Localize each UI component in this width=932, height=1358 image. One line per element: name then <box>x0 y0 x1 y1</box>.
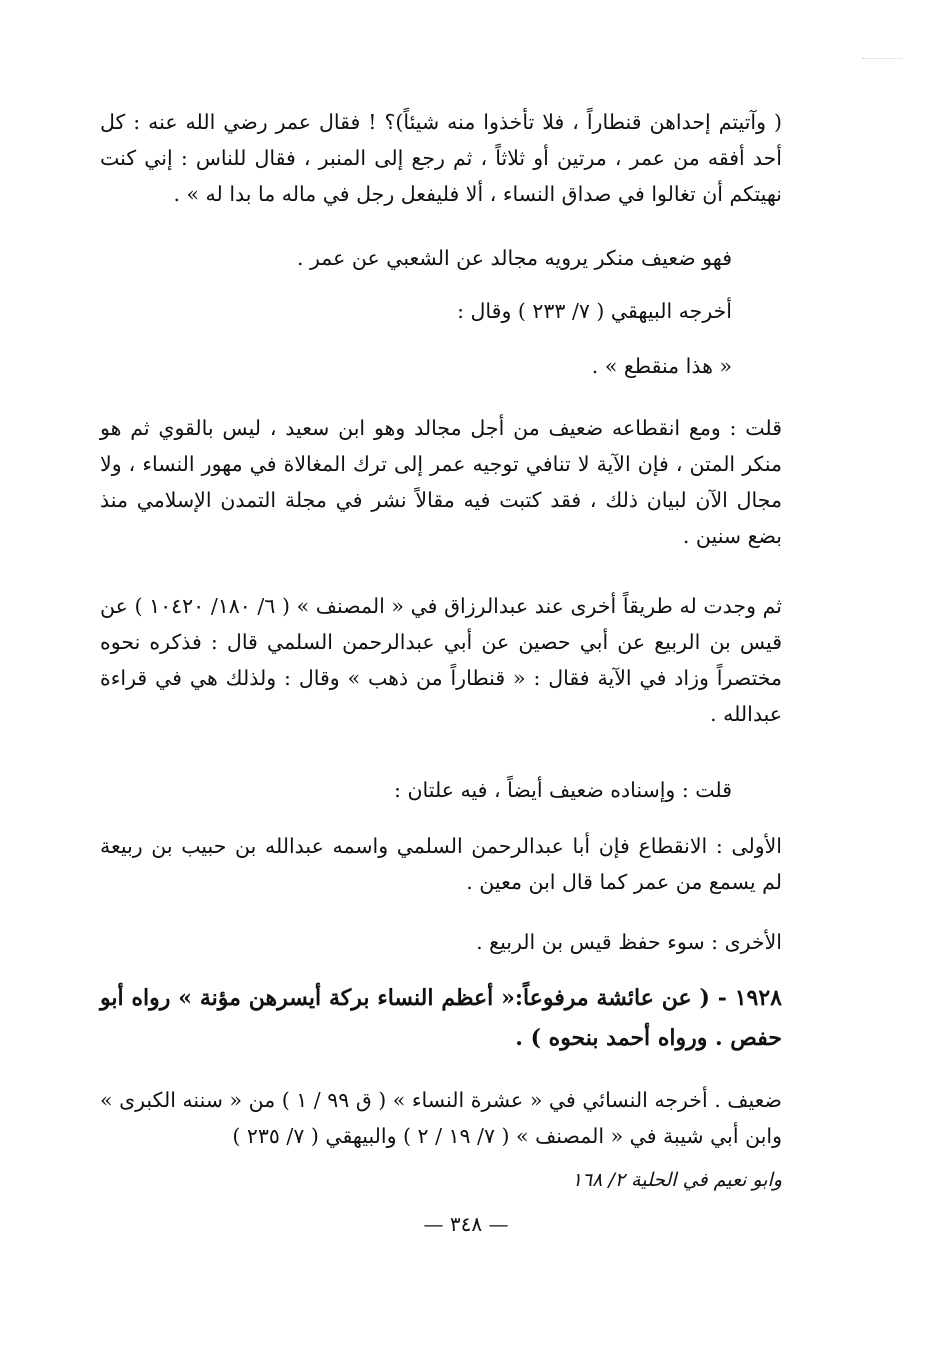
paragraph-bayhaqi-quote: « هذا منقطع » . <box>591 354 732 378</box>
paragraph-other-route: ثم وجدت له طريقاً أخرى عند عبدالرزاق في « المصنف » ( ٦/ ١٨٠/ ١٠٤٢٠ ) عن قيس بن الربيع عن أبي حصين عن أبي عبدالرحمن السلمي قال : فذكره نحوه مختصراً وزاد في الآية فقال : « قنطاراً من ذهب » وقال : ولذلك هي في قراءة عبدالله . <box>100 594 782 726</box>
paragraph-two-defects: قلت : وإسناده ضعيف أيضاً ، فيه علتان : <box>394 778 732 802</box>
scan-mark <box>862 58 902 61</box>
paragraph-second-defect: الأخرى : سوء حفظ قيس بن الربيع . <box>476 930 782 954</box>
paragraph-author-comment: قلت : ومع انقطاعه ضعيف من أجل مجالد وهو ابن سعيد ، ليس بالقوي ثم هو منكر المتن ، فإن الآية لا تنافي توجيه عمر إلى ترك المغالاة في مهور النساء ، ولا مجال الآن لبيان ذلك ، فقد كتبت فيه مقالاً نشر في مجلة التمدن الإسلامي منذ بضع سنين . <box>100 416 782 548</box>
paragraph-takhrij: ضعيف . أخرجه النسائي في « عشرة النساء » ( ق ٩٩ / ١ ) من « سننه الكبرى » وابن أبي شيبة في « المصنف » ( ٧/ ١٩ / ٢ ) والبيهقي ( ٧/ ٢٣٥ ) <box>100 1088 782 1148</box>
paragraph-athar-continuation: ( وآتيتم إحداهن قنطاراً ، فلا تأخذوا منه شيئاً)؟ ! فقال عمر رضي الله عنه : كل أحد أفقه من عمر ، مرتين أو ثلاثاً ، ثم رجع إلى المنبر ، فقال للناس : إني كنت نهيتكم أن تغالوا في صداق النساء ، ألا فليفعل رجل في ماله ما بدا له » . <box>100 110 782 206</box>
paragraph-first-defect: الأولى : الانقطاع فإن أبا عبدالرحمن السلمي واسمه عبدالله بن حبيب بن ربيعة لم يسمع من عمر كما قال ابن معين . <box>100 834 782 894</box>
page-number: — ٣٤٨ — <box>423 1212 509 1236</box>
handwritten-note: وابو نعيم في الحلية ٢/ ١٦٨ <box>571 1169 782 1191</box>
paragraph-bayhaqi-source: أخرجه البيهقي ( ٧/ ٢٣٣ ) وقال : <box>457 299 732 323</box>
paragraph-verdict: فهو ضعيف منكر يرويه مجالد عن الشعبي عن عمر . <box>296 246 732 270</box>
hadith-1928-heading: ١٩٢٨ - ( عن عائشة مرفوعاً:« أعظم النساء بركة أيسرهن مؤنة » رواه أبو حفص . ورواه أحمد بنحوه ) . <box>100 985 782 1051</box>
